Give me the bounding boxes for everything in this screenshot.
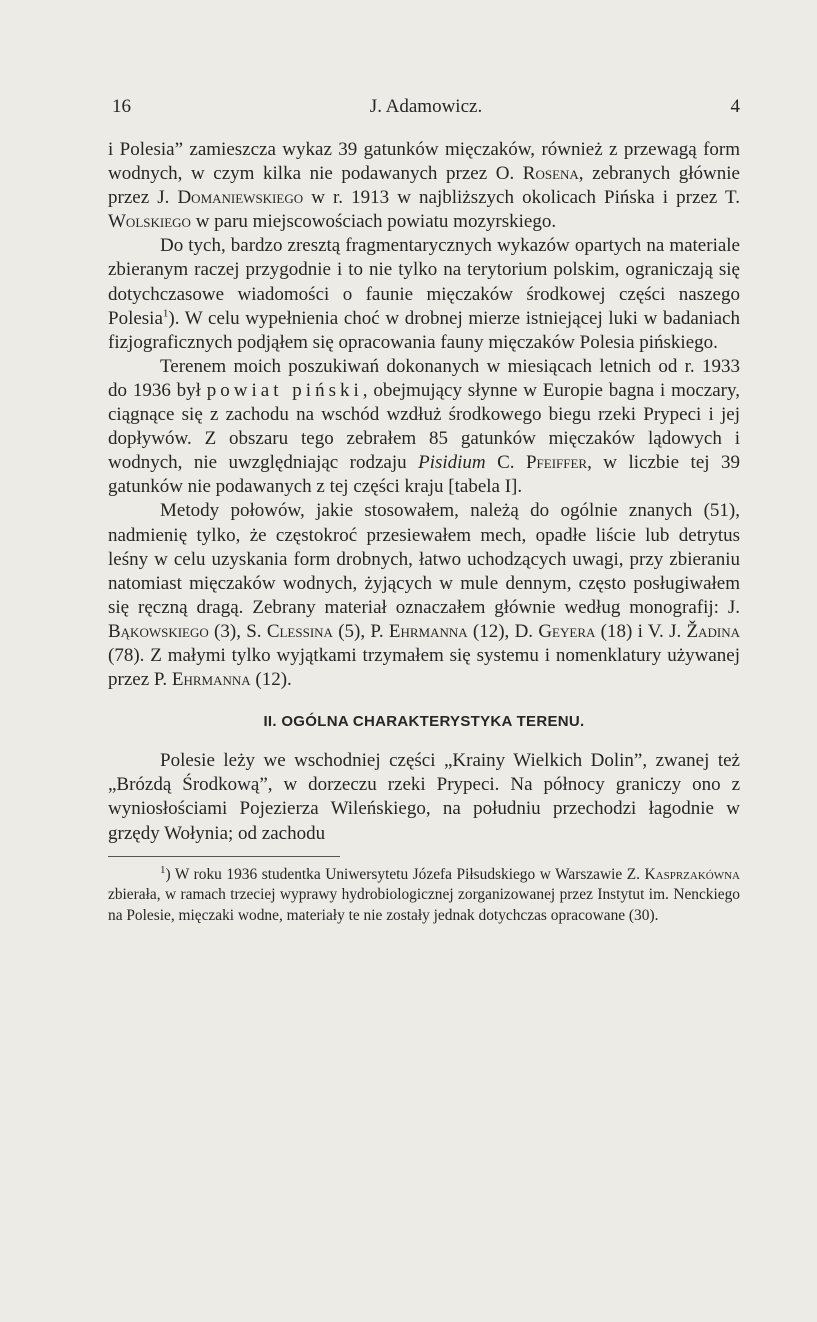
author-name: Kasprzakówna bbox=[644, 865, 740, 883]
author-name: Geyera bbox=[538, 620, 596, 642]
page-number: 16 bbox=[112, 96, 131, 117]
author-name: Bąkowskiego bbox=[108, 620, 209, 642]
section-heading: II. OGÓLNA CHARAKTERYSTYKA TERENU. bbox=[263, 713, 585, 731]
author-name: Clessina bbox=[266, 620, 333, 642]
footnote-marker: 1 bbox=[160, 863, 166, 876]
paragraph-2: Do tych, bardzo zresztą fragmentarycznych wykazów opartych na materiale zbieranym raczej przygodnie i to nie tylko na terytorium polskim, ograniczają się dotychczasowe wiadomości o faunie mięczaków środkowej części naszego Polesia$^1$). W celu wypełnienia choć w drobnej mierze istniejącej luki w badaniach fizjograficznych podjąłem się opracowania fauny mięczaków Polesia pińskiego. bbox=[108, 235, 740, 353]
paragraph-1: i Polesia” zamieszcza wykaz 39 gatunków mięczaków, również z przewagą form wodnych, w czym kilka nie podawanych przez O. Rosena, zebranych głównie przez J. Domaniewskiego w r. 1913 w najbliższych okolicach Pińska i przez T. Wolskiego w paru miejscowościach powiatu mozyrskiego. bbox=[108, 139, 740, 233]
author-name: Rosena bbox=[522, 163, 579, 185]
author-name: Ehrmanna bbox=[171, 669, 251, 691]
running-author: J. Adamowicz. bbox=[369, 96, 483, 117]
author-name: Ehrmanna bbox=[388, 620, 468, 642]
author-name: Žadina bbox=[686, 620, 740, 642]
footnote-ref: 1 bbox=[162, 307, 169, 320]
author-name: Wolskiego bbox=[108, 211, 191, 233]
footnote-rule bbox=[108, 856, 340, 857]
author-name: Domaniewskiego bbox=[177, 187, 304, 209]
spaced-emphasis: powiat piński bbox=[206, 379, 363, 401]
paragraph-3: Terenem moich poszukiwań dokonanych w miesiącach letnich od r. 1933 do 1936 był powiat piński, obejmujący słynne w Europie bagna i moczary, ciągnące się z zachodu na wschód wzdłuż środkowego biegu rzeki Prypeci i jej dopływów. Z obszaru tego zebrałem 85 gatunków mięczaków lądowych i wodnych, nie uwzględniając rodzaju Pisidium C. Pfeiffer, w liczbie tej 39 gatunków nie podawanych z tej części kraju [tabela I]. bbox=[108, 355, 740, 498]
paragraph-4: Metody połowów, jakie stosowałem, należą do ogólnie znanych (51), nadmienię tylko, że częstokroć przesiewałem mech, opadłe liście lub detrytus leśny w celu uzyskania form drobnych, łatwo uchodzących uwagi, przy zbieraniu natomiast mięczaków wodnych, żyjących w mule dennym, często posługiwałem się ręczną dragą. Zebrany materiał oznaczałem głównie według monografij: J. Bąkowskiego (3), S. Clessina (5), P. Ehrmanna (12), D. Geyera (18) i V. J. Žadina (78). Z małymi tylko wyjątkami trzymałem się systemu i nomenklatury używanej przez P. Ehrmanna (12). bbox=[108, 500, 740, 691]
section-number: 4 bbox=[730, 96, 740, 117]
author-name: Pfeiffer bbox=[525, 452, 588, 474]
genus-name: Pisidium bbox=[418, 452, 486, 474]
footnote: $^1$) W roku 1936 studentka Uniwersytetu Józefa Piłsudskiego w Warszawie Z. Kasprzakówna zbierała, w ramach trzeciej wyprawy hydrobiologicznej zorganizowanej przez Instytut im. Nenckiego na Polesie, mięczaki wodne, materiały te nie zostały jednak dotychczas opracowane (30). bbox=[108, 863, 740, 924]
main-text bbox=[108, 138, 740, 926]
paragraph-5: Polesie leży we wschodniej części „Krainy Wielkich Dolin”, zwanej też „Brózdą Środkową”, w dorzeczu rzeki Prypeci. Na północy graniczy ono z wyniosłościami Pojezierza Wileńskiego, na południu przechodzi łagodnie w grzędy Wołynia; od zachodu bbox=[108, 750, 740, 844]
running-header bbox=[112, 96, 740, 126]
